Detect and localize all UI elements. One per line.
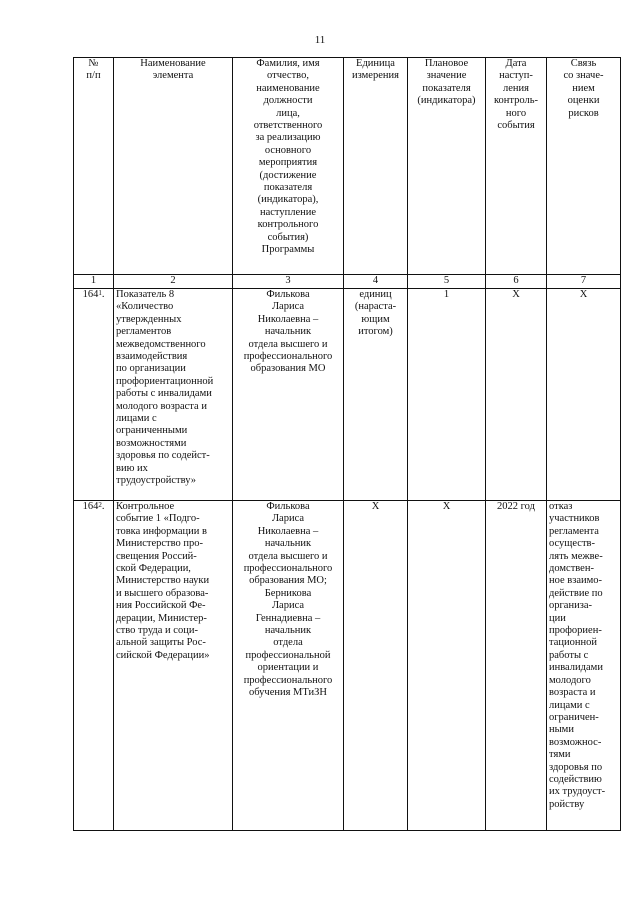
responsible-cell: Филькова Лариса Николаевна – начальник отдела высшего и профессионального образования МО; Берникова Лариса Геннадиевна – начальник отдела профессиональной ориентации и профессионального обучения МТиЗН (233, 501, 344, 831)
date-cell: 2022 год (486, 501, 547, 831)
row-number-sup: 1 (98, 289, 102, 297)
plan-value-cell: X (408, 501, 486, 831)
element-name-cell: Контрольное событие 1 «Подго- товка информации в Министерство про- свещения Россий- ской Федерации, Министерство науки и высшего образова- ния Российской Фе- дерации, Министер- ство труда и соци- альной защиты Рос- сийской Федерации» (114, 501, 233, 831)
program-table (73, 57, 621, 831)
header-date: Дата наступ- ления контроль- ного события (486, 58, 547, 275)
column-number: 1 (74, 275, 114, 289)
column-number: 7 (547, 275, 621, 289)
date-cell: X (486, 289, 547, 501)
header-row (74, 58, 621, 275)
column-number-row (74, 275, 621, 289)
row-number-main: 164 (82, 501, 99, 512)
header-name: Наименование элемента (114, 58, 233, 275)
header-plan: Плановое значение показателя (индикатора) (408, 58, 486, 275)
unit-cell: X (344, 501, 408, 831)
risk-cell: отказ участников регламента осуществ- лять межве- домствен- ное взаимо- действие по организа- ции профориен- тационной работы с инвалидами молодого возраста и лицами с ограничен- ными возможнос- тями здоровья по содействию их трудоуст- ройству (547, 501, 621, 831)
responsible-cell: Филькова Лариса Николаевна – начальник отдела высшего и профессионального образования МО (233, 289, 344, 501)
column-number: 2 (114, 275, 233, 289)
plan-value-cell: 1 (408, 289, 486, 501)
row-number: $164^2$. (74, 501, 114, 831)
element-name-cell: Показатель 8 «Количество утвержденных регламентов межведомственного взаимодействия по организации профориентационной работы с инвалидами молодого возраста и лицами с ограниченными возможностями здоровья по содейст- вию их трудоустройству» (114, 289, 233, 501)
column-number: 6 (486, 275, 547, 289)
row-number: $164^1$. (74, 289, 114, 501)
header-num: № п/п (74, 58, 114, 275)
risk-cell: X (547, 289, 621, 501)
header-risk: Связь со значе- нием оценки рисков (547, 58, 621, 275)
column-number: 5 (408, 275, 486, 289)
row-number-main: 164 (82, 289, 99, 300)
column-number: 4 (344, 275, 408, 289)
table-row (74, 289, 621, 501)
header-unit: Единица измерения (344, 58, 408, 275)
table-row (74, 501, 621, 831)
column-number: 3 (233, 275, 344, 289)
row-number-sup: 2 (98, 501, 102, 509)
header-responsible: Фамилия, имя отчество, наименование должности лица, ответственного за реализацию основного мероприятия (достижение показателя (индикатора), наступление контрольного события) Программы (233, 58, 344, 275)
page-number: 11 (314, 34, 326, 46)
unit-cell: единиц (нараста- ющим итогом) (344, 289, 408, 501)
